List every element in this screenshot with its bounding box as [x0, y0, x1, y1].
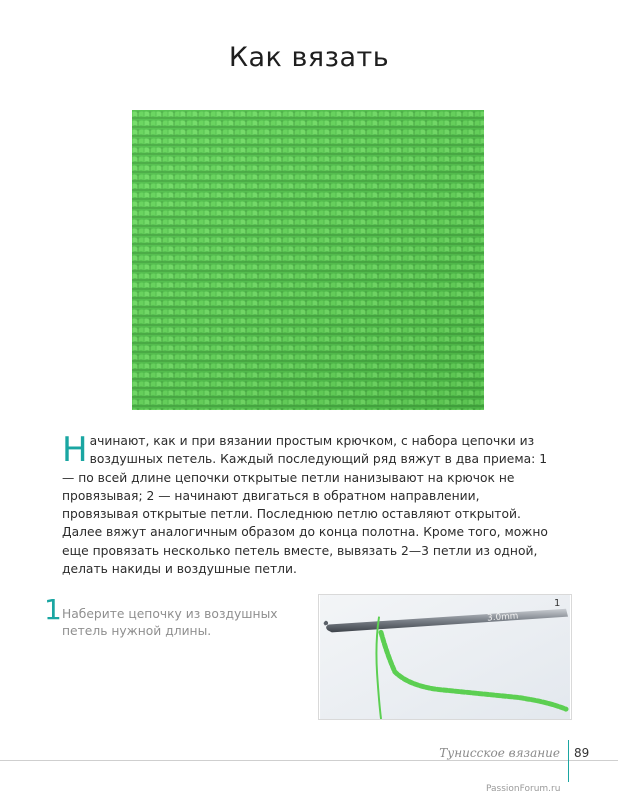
footer-divider — [0, 760, 618, 761]
photo-number: 1 — [554, 598, 561, 609]
page-number: 89 — [574, 746, 590, 760]
hook-size-label: 3.0mm — [486, 611, 519, 624]
step-text: Наберите цепочку из воздушных петель нужной длины. — [62, 607, 278, 638]
page-title: Как вязать — [228, 42, 390, 73]
intro-text: ачинают, как и при вязании простым крючком, с набора цепочки из воздушных петель. Каждый последующий ряд вяжут в два приема: 1 — по всей длине цепочки открытые петли нанизывают на крючок не провязывая; 2 — начинают двигаться в обратном направлении, провязывая открытые петли. Последнюю петлю оставляют открытой. Далее вяжут аналогичным образом до конца полотна. Кроме того, можно еще провязать несколько петель вместе, вывязать 2—3 петли из одной, делать накиды и воздушные петли. — [62, 434, 548, 577]
drop-cap: Н — [62, 430, 88, 470]
knitted-swatch-image — [132, 110, 484, 410]
step-number: 1 — [44, 593, 62, 626]
intro-paragraph — [62, 432, 550, 578]
step-photo — [318, 594, 572, 720]
watermark: PassionForum.ru — [486, 784, 561, 794]
footer-section-label: Тунисское вязание — [439, 746, 560, 760]
footer-vertical-divider — [568, 740, 569, 782]
